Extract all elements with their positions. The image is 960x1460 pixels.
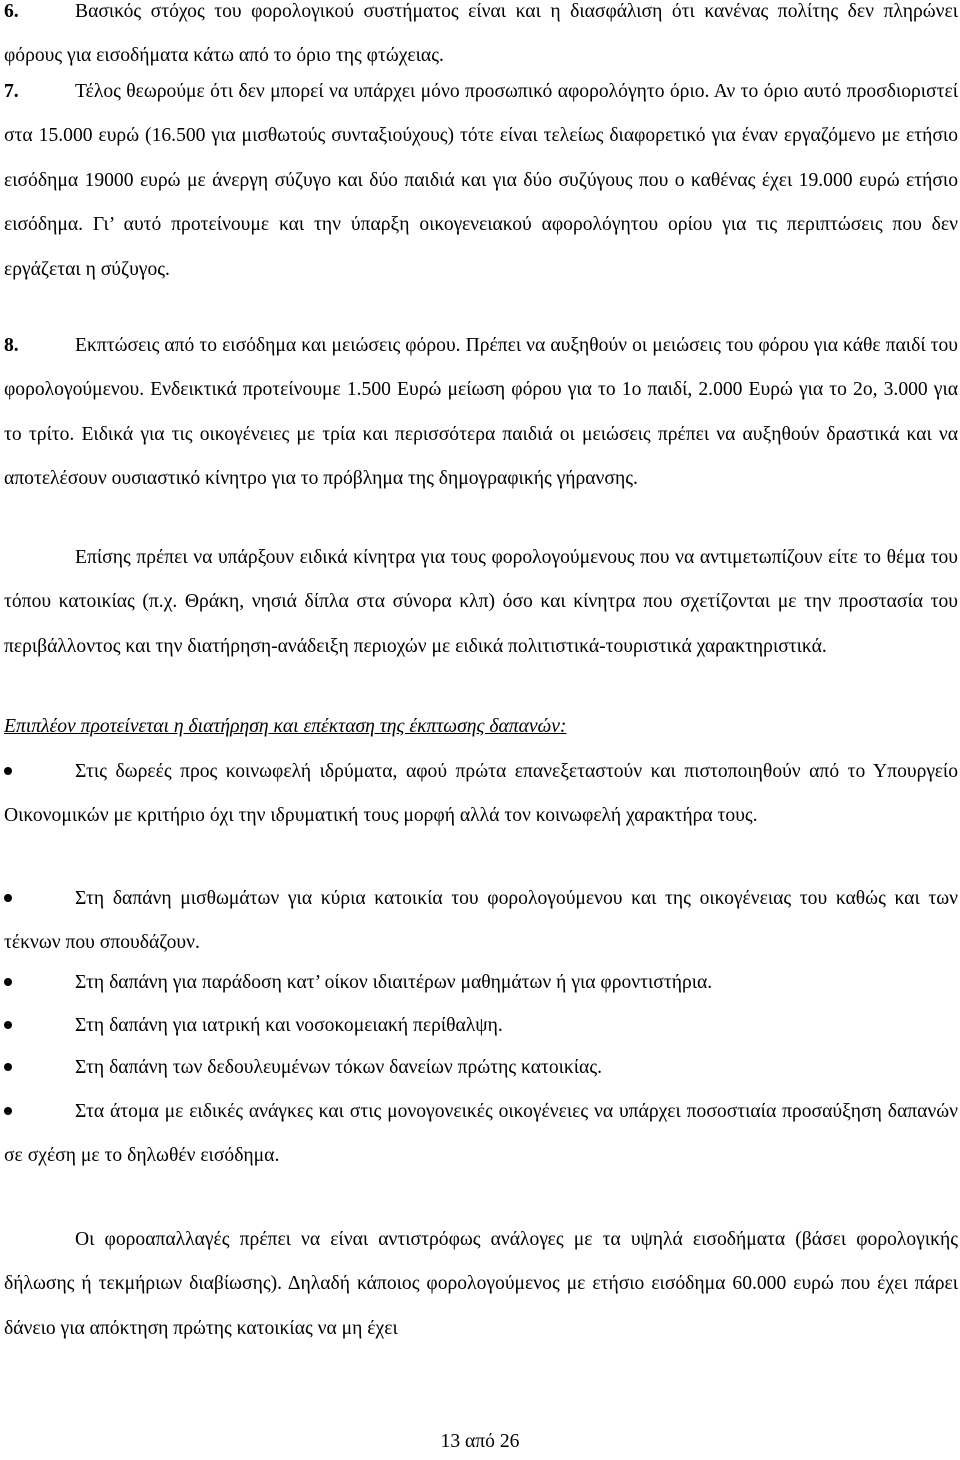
paragraph-text: Τέλος θεωρούμε ότι δεν μπορεί να υπάρχει μόνο προσωπικό αφορολόγητο όριο. Αν το όριο αυτό προσδιοριστεί στα 15.000 ευρώ (16.500 για μισθωτούς συνταξιούχους) τότε είναι τελείως διαφορετικό για έναν εργαζόμενο με ετήσιο εισόδημα 19000 ευρώ με άνεργη σύζυγο και δύο παιδιά και για δύο συζύγους που ο καθένας έχει 19.000 ευρώ ετήσιο εισόδημα. Γι’ αυτό προτείνουμε και την ύπαρξη οικογενειακού αφορολόγητου ορίου για τις περιπτώσεις που δεν εργάζεται η σύζυγος. [4, 81, 958, 280]
paragraph-incentives [4, 536, 958, 669]
paragraph-text: Βασικός στόχος του φορολογικού συστήματος είναι και η διασφάλιση ότι κανένας πολίτης δεν πληρώνει φόρους για εισοδήματα κάτω από το όριο της φτώχειας. [4, 1, 958, 67]
bullet-icon [4, 978, 12, 986]
paragraph-number: 6. [4, 1, 19, 22]
bullet-item [4, 1004, 958, 1048]
bullet-item [4, 1046, 958, 1090]
bullet-item [4, 750, 958, 839]
section-heading: Επιπλέον προτείνεται η διατήρηση και επέκταση της έκπτωσης δαπανών: [4, 716, 567, 737]
bullet-text: Στα άτομα με ειδικές ανάγκες και στις μονογονεικές οικογένειες να υπάρχει ποσοστιαία προσαύξηση δαπανών σε σχέση με το δηλωθέν εισόδημα. [4, 1101, 958, 1167]
paragraph-8 [4, 324, 958, 502]
paragraph-6 [4, 0, 958, 79]
bullet-text: Στη δαπάνη των δεδουλευμένων τόκων δανείων πρώτης κατοικίας. [75, 1057, 602, 1078]
paragraph-text: Οι φοροαπαλλαγές πρέπει να είναι αντιστρόφως ανάλογες με τα υψηλά εισοδήματα (βάσει φορολογικής δήλωσης ή τεκμήριων διαβίωσης). Δηλαδή κάποιος φορολογούμενος με ετήσιο εισόδημα 60.000 ευρώ που έχει πάρει δάνειο για απόκτηση πρώτης κατοικίας να μη έχει [4, 1229, 958, 1339]
bullet-item [4, 961, 958, 1005]
bullet-text: Στις δωρεές προς κοινωφελή ιδρύματα, αφού πρώτα επανεξεταστούν και πιστοποιηθούν από το Υπουργείο Οικονομικών με κριτήριο όχι την ιδρυματική τους μορφή αλλά τον κοινωφελή χαρακτήρα τους. [4, 761, 958, 827]
bullet-icon [4, 767, 12, 775]
bullet-text: Στη δαπάνη για ιατρική και νοσοκομειακή περίθαλψη. [75, 1015, 503, 1036]
bullet-icon [4, 1063, 12, 1071]
paragraph-text: Εκπτώσεις από το εισόδημα και μειώσεις φόρου. Πρέπει να αυξηθούν οι μειώσεις του φόρου για κάθε παιδί του φορολογούμενου. Ενδεικτικά προτείνουμε 1.500 Ευρώ μείωση φόρου για το 1ο παιδί, 2.000 Ευρώ για το 2ο, 3.000 για το τρίτο. Ειδικά για τις οικογένειες με τρία και περισσότερα παιδιά οι μειώσεις πρέπει να αυξηθούν δραστικά και να αποτελέσουν ουσιαστικό κίνητρο για το πρόβλημα της δημογραφικής γήρανσης. [4, 335, 958, 490]
paragraph-text: Επίσης πρέπει να υπάρξουν ειδικά κίνητρα για τους φορολογούμενους που να αντιμετωπίζουν είτε το θέμα του τόπου κατοικίας (π.χ. Θράκη, νησιά δίπλα στα σύνορα κλπ) όσο και κίνητρα που σχετίζονται με την προστασία του περιβάλλοντος και την διατήρηση-ανάδειξη περιοχών με ειδικά πολιτιστικά-τουριστικά χαρακτηριστικά. [4, 547, 958, 657]
paragraph-exemptions [4, 1218, 958, 1351]
bullet-item [4, 877, 958, 966]
paragraph-7 [4, 70, 958, 292]
bullet-icon [4, 1107, 12, 1115]
bullet-icon [4, 1021, 12, 1029]
bullet-icon [4, 894, 12, 902]
bullet-text: Στη δαπάνη για παράδοση κατ’ οίκον ιδιαιτέρων μαθημάτων ή για φροντιστήρια. [75, 972, 713, 993]
bullet-item [4, 1090, 958, 1179]
bullet-text: Στη δαπάνη μισθωμάτων για κύρια κατοικία του φορολογούμενου και της οικογένειας του καθώς και των τέκνων που σπουδάζουν. [4, 888, 958, 954]
paragraph-number: 8. [4, 335, 19, 356]
page-number: 13 από 26 [440, 1431, 520, 1452]
paragraph-number: 7. [4, 81, 19, 102]
